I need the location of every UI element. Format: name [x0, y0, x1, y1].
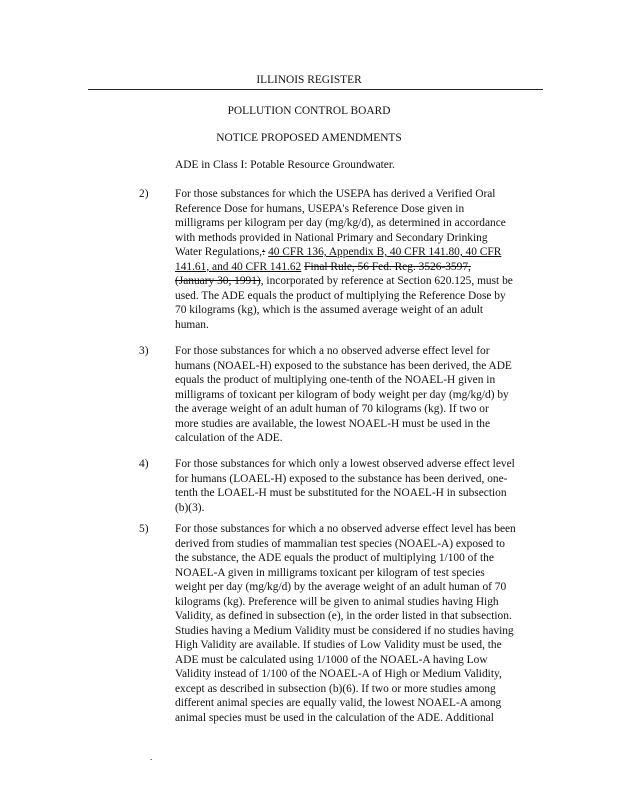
- text-line: Reference Dose for humans, USEPA's Reference Dose given in: [175, 202, 465, 215]
- text-line: different animal species are equally valid, the lowest NOAEL-A among: [175, 697, 502, 709]
- text-line: Validity instead of 1/100 of the NOAEL-A of High or Medium Validity,: [175, 668, 502, 680]
- inserted-text: 141.61, and 40 CFR 141.62: [175, 260, 302, 273]
- paragraph: [175, 187, 543, 332]
- item-number: 4): [139, 458, 149, 470]
- text-line: For those substances for which only a lowest observed adverse effect level: [175, 458, 515, 470]
- text-line: ADE must be calculated using 1/1000 of the NOAEL-A having Low: [175, 653, 488, 666]
- text-line: Validity, as defined in subsection (e), in the order listed in that subsection.: [175, 610, 512, 622]
- text-line: calculation of the ADE.: [175, 432, 283, 444]
- deleted-text: Final Rule, 56 Fed. Reg. 3526-3597,: [304, 260, 471, 273]
- board-title: POLLUTION CONTROL BOARD: [227, 105, 391, 117]
- deleted-text: (January 30, 1991): [175, 275, 261, 287]
- text-line: except as described in subsection (b)(6). If two or more studies among: [175, 682, 496, 695]
- text-line: (b)(3).: [175, 501, 205, 514]
- text-line: milligrams of toxicant per kilogram of body weight per day (mg/kg/d) by: [175, 388, 509, 401]
- text-line: animal species must be used in the calculation of the ADE. Additional: [175, 711, 494, 724]
- text-line: humans (NOAEL-H) exposed to the substance has been derived, the ADE: [175, 359, 512, 372]
- item-number: 3): [139, 345, 149, 357]
- text-line: for humans (LOAEL-H) exposed to the substance has been derived, one-: [175, 472, 508, 485]
- intro-line: ADE in Class I: Potable Resource Groundwater.: [175, 159, 395, 171]
- item-number: 5): [139, 523, 149, 535]
- paragraph: [175, 344, 543, 446]
- text-line: used. The ADE equals the product of multiplying the Reference Dose by: [175, 289, 506, 302]
- paragraph: [175, 457, 543, 515]
- text-line: [175, 245, 543, 260]
- text-line: derived from studies of mammalian test species (NOAEL-A) exposed to: [175, 537, 505, 550]
- text-line: more studies are available, the lowest NOAEL-H must be used in the: [175, 417, 491, 430]
- text-line: the average weight of an adult human of 70 kilograms (kg). If two or: [175, 403, 489, 415]
- stray-mark: .: [150, 752, 153, 762]
- plain-text: Water Regulations,: [175, 246, 263, 258]
- text-line: equals the product of multiplying one-tenth of the NOAEL-H given in: [175, 374, 496, 386]
- notice-title: NOTICE PROPOSED AMENDMENTS: [216, 132, 402, 144]
- text-line: 70 kilograms (kg), which is the assumed average weight of an adult: [175, 304, 484, 316]
- text-line: milligrams per kilogram per day (mg/kg/d), as determined in accordance: [175, 217, 506, 229]
- inserted-text: 40 CFR 136, Appendix B, 40 CFR 141.80, 40 CFR: [268, 246, 502, 258]
- text-line: the substance, the ADE equals the product of multiplying 1/100 of the: [175, 552, 494, 564]
- deleted-text: :: [262, 246, 266, 258]
- text-line: weight per day (mg/kg/d) by the average weight of an adult human of 70: [175, 581, 507, 593]
- text-line: For those substances for which the USEPA has derived a Verified Oral: [175, 188, 496, 200]
- text-line: NOAEL-A given in milligrams toxicant per kilogram of test species: [175, 566, 485, 579]
- paragraph: [175, 522, 543, 725]
- text-line: [175, 274, 543, 289]
- header-rule: [88, 89, 543, 90]
- text-line: with methods provided in National Primary and Secondary Drinking: [175, 231, 488, 244]
- text-line: For those substances for which a no observed adverse effect level for: [175, 345, 490, 357]
- item-number: 2): [139, 188, 149, 200]
- text-line: High Validity are available. If studies of Low Validity must be used, the: [175, 639, 502, 651]
- text-line: tenth the LOAEL-H must be substituted for the NOAEL-H in subsection: [175, 487, 507, 499]
- text-line: kilograms (kg). Preference will be given to animal studies having High: [175, 595, 499, 608]
- text-line: human.: [175, 318, 209, 331]
- plain-text: , incorporated by reference at Section 620.125, must be: [260, 275, 513, 287]
- text-line: For those substances for which a no observed adverse effect level has been: [175, 523, 516, 535]
- text-line: [175, 260, 543, 275]
- register-title: ILLINOIS REGISTER: [256, 74, 362, 86]
- text-line: Studies having a Medium Validity must be considered if no studies having: [175, 624, 514, 637]
